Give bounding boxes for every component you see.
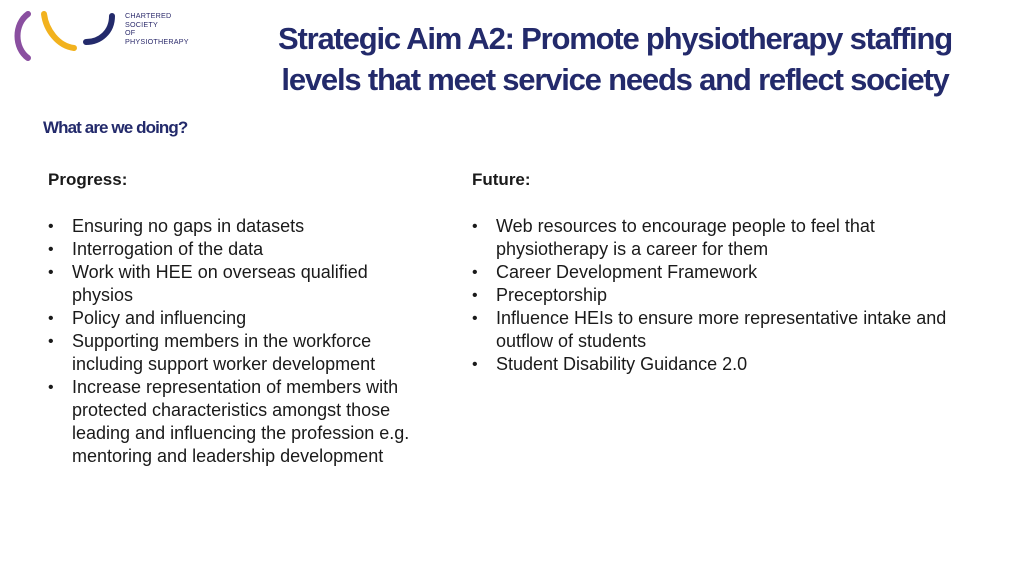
logo-line: OF	[125, 28, 136, 38]
list-item: • Supporting members in the workforce including support worker development	[48, 330, 428, 376]
future-column	[472, 168, 972, 376]
logo-gold-hook	[44, 14, 74, 48]
logo-purple-arc	[18, 14, 29, 58]
list-item: • Work with HEE on overseas qualified physios	[48, 261, 428, 307]
logo-wordmark	[125, 12, 189, 46]
logo-line: CHARTERED	[125, 11, 172, 20]
progress-column	[48, 168, 428, 468]
future-list	[472, 215, 972, 376]
csp-logo	[12, 8, 212, 64]
list-item: • Career Development Framework	[472, 261, 972, 284]
list-item: • Influence HEIs to ensure more representative intake and outflow of students	[472, 307, 972, 353]
csp-logo-mark	[12, 8, 122, 64]
list-item: • Ensuring no gaps in datasets	[48, 215, 428, 238]
logo-navy-curve	[86, 16, 112, 42]
logo-line: PHYSIOTHERAPY	[125, 36, 189, 46]
progress-heading: Progress:	[48, 170, 128, 189]
future-heading: Future:	[472, 170, 531, 189]
list-item: • Policy and influencing	[48, 307, 428, 330]
section-subheading: What are we doing?	[43, 118, 188, 137]
list-item: • Student Disability Guidance 2.0	[472, 353, 972, 376]
progress-list	[48, 215, 428, 468]
list-item: • Increase representation of members with protected characteristics amongst those leading and influencing the profession e.g. mentoring and leadership development	[48, 376, 428, 468]
list-item: • Preceptorship	[472, 284, 972, 307]
list-item: • Interrogation of the data	[48, 238, 428, 261]
slide-title: Strategic Aim A2: Promote physiotherapy staffing levels that meet service needs and reflect society	[278, 21, 952, 97]
list-item: • Web resources to encourage people to feel that physiotherapy is a career for them	[472, 215, 972, 261]
logo-line: SOCIETY	[125, 19, 158, 29]
